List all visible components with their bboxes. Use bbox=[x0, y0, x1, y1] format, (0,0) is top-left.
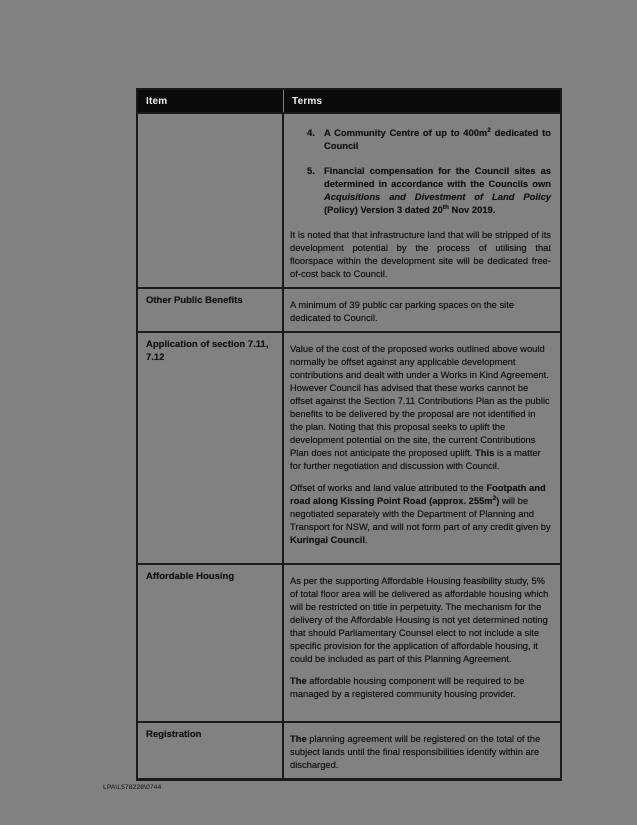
terms-cell: As per the supporting Affordable Housing feasibility study, 5% of total floor area will be delivered as affordable housing which will be restricted on title in perpetuity. The mechanism for the delivery of the Affordable Housing is not yet determined noting that should Parliamentary Counsel elect to not include a site specific provision for the application of affordable housing, it could be included as part of this Planning Agreement. The affordable housing component will be required to be managed by a registered community housing provider. bbox=[290, 575, 549, 699]
table-row bbox=[138, 721, 560, 778]
table-row bbox=[138, 112, 560, 287]
document-reference: LPA\L578228\0744 bbox=[103, 784, 162, 791]
table-row bbox=[138, 287, 560, 331]
item-cell: Other Public Benefits bbox=[138, 289, 284, 331]
table-row bbox=[138, 331, 560, 563]
item-cell: Registration bbox=[138, 723, 284, 778]
column-header-terms: Terms bbox=[292, 95, 323, 107]
item-cell: Application of section 7.11, 7.12 bbox=[138, 333, 284, 563]
item-cell bbox=[138, 114, 284, 287]
terms-cell: 4. A Community Centre of up to $400m^2$ dedicated to Council 5. Financial compensation for the Council sites as determined in accordance with the Councils own Acquisitions and Divestment of Land Policy (Policy) Version 3 dated 20th Nov 2019. It is noted that that infrastructure land that will be stripped of its development potential by the process of utilising that floorspace within the development site will be dedicated free-of-cost back to Council. bbox=[290, 126, 552, 279]
table-row bbox=[138, 563, 560, 721]
terms-cell: A minimum of 39 public car parking spaces on the site dedicated to Council. bbox=[290, 299, 515, 323]
table-header bbox=[138, 90, 560, 112]
planning-agreement-terms-table bbox=[136, 88, 562, 781]
terms-cell: The planning agreement will be registered on the total of the subject lands until the final responsibilities identify within are discharged. bbox=[290, 733, 541, 770]
terms-cell: Value of the cost of the proposed works outlined above would normally be offset against any applicable development contributions and dealt with under a Works in Kind Agreement. However Council has advised that these works cannot be offset against the Section 7.11 Contributions Plan as the public benefits to be delivered by the proposal are not identified in the plan. Noting that this proposal seeks to uplift the development potential on the site, the current Contributions Plan does not anticipate the proposed uplift. This is a matter for further negotiation and discussion with Council. Offset of works and land value attributed to the Footpath and road along Kissing Point Road (approx. $255m^2$) will be negotiated separately with the Department of Planning and Transport for NSW, and will not form part of any credit given by Kuringai Council. bbox=[290, 343, 551, 545]
item-cell: Affordable Housing bbox=[138, 565, 284, 721]
column-header-item: Item bbox=[138, 90, 284, 112]
